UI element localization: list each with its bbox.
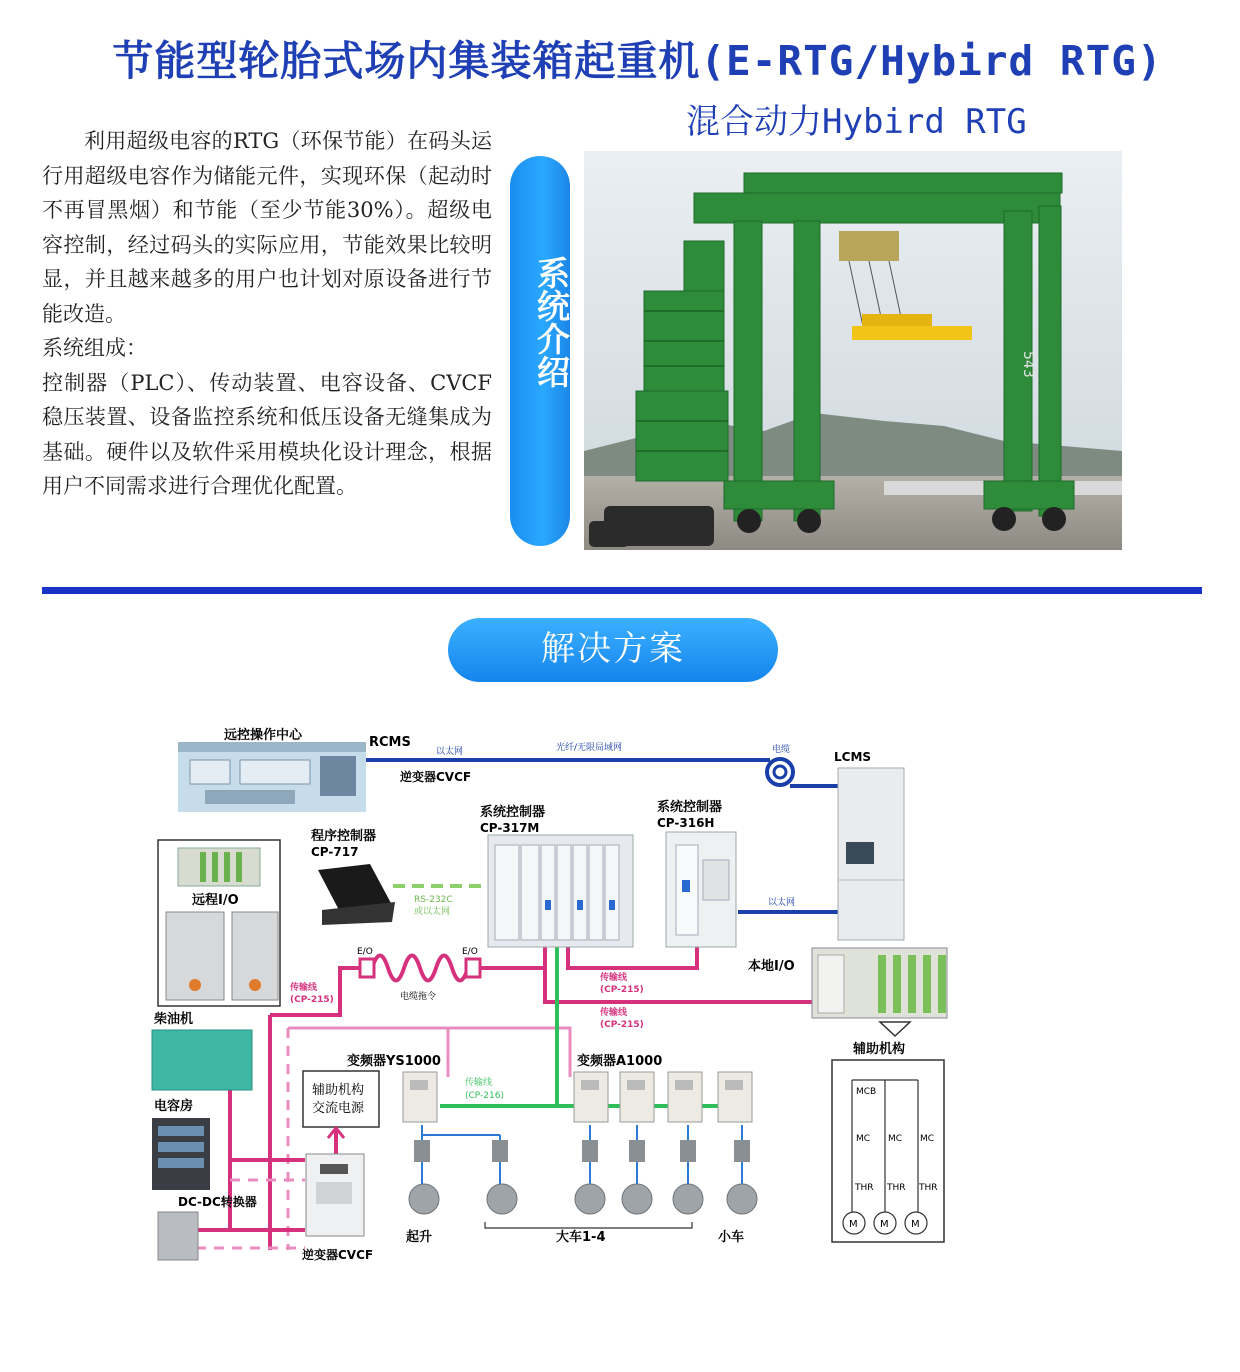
down-arrow-icon [880,1022,910,1036]
system-intro-pill [510,156,570,546]
label-rs232-1: RS-232C [414,895,453,905]
capacitor-room-picture [152,1118,210,1190]
label-capacitor-room: 电容房 [154,1099,194,1114]
up-arrow-icon [328,1128,344,1148]
label-remote-io: 远程I/O [192,893,239,908]
label-inverter-bottom: 逆变器CVCF [302,1248,374,1262]
label-gantry: 大车1-4 [556,1230,606,1245]
label-thr-1: THR [855,1183,874,1193]
label-cable-reel: 电缆拖令 [400,992,437,1002]
solution-pill: 解决方案 [448,618,778,682]
label-ctrl-317-model: CP-317M [480,821,540,835]
label-aux-power-1: 辅助机构 [312,1083,365,1098]
intro-heading: 系统组成： [42,336,147,360]
dcdc-picture [158,1212,198,1260]
vfd-a1000-picture [574,1072,752,1122]
intro-paragraph-1: 利用超级电容的RTG（环保节能）在码头运行用超级电容作为储能元件，实现环保（起动时不再冒黑烟）和节能（至少节能30%）。超级电容控制，经过码头的实际应用，节能效果比较明显，并且越来越多的用户也计划对原设备进行节能改造。 [42,129,492,326]
label-inverter-top: 逆变器CVCF [400,770,472,784]
cable-reel-icon [372,956,468,981]
label-motor-1: M [849,1219,858,1230]
label-diesel: 柴油机 [154,1012,194,1027]
label-trans-mid2-1: 传输线 [600,1008,628,1018]
label-trans-left-1: 传输线 [290,983,318,993]
label-plc-model: CP-717 [311,845,359,859]
controller-317m-picture [488,835,633,947]
label-trolley: 小车 [718,1230,745,1245]
eo-left-box [360,959,374,977]
gantry-bracket [485,1222,692,1228]
label-mcb: MCB [856,1087,877,1097]
wire-316-link [568,945,697,968]
local-io-picture [812,948,947,1018]
system-diagram [0,700,1240,1280]
label-trans-green-1: 传输线 [465,1078,493,1088]
photo-subtitle: 混合动力Hybird RTG [686,102,1027,142]
label-ctrl-317-name: 系统控制器 [480,805,546,820]
system-intro-label: 系统介绍 [532,256,571,388]
page-title: 节能型轮胎式场内集装箱起重机(E-RTG/Hybird RTG) [112,37,1163,85]
crane-photo [584,151,1122,550]
label-rcms: RCMS [369,735,411,750]
label-cable-top: 电缆 [772,745,791,755]
lcms-cabinet-picture [838,768,904,940]
label-mc-1: MC [856,1134,871,1144]
label-rs232-2: 或以太网 [414,907,451,917]
crane-number: 543 [1020,351,1036,378]
wire-pink-ys [288,1028,448,1077]
label-ctrl-316-model: CP-316H [657,816,715,830]
remote-center-picture [178,742,366,812]
label-vfd-ys1000: 变频器YS1000 [347,1054,441,1069]
label-vfd-a1000: 变频器A1000 [577,1054,663,1069]
label-ctrl-316-name: 系统控制器 [657,800,723,815]
label-mc-2: MC [888,1134,903,1144]
label-aux-mechanism: 辅助机构 [853,1042,906,1057]
label-trans-mid1-2: (CP-215) [600,985,644,995]
remote-io-picture [166,848,278,1000]
label-trans-mid2-2: (CP-215) [600,1020,644,1030]
label-motor-3: M [911,1219,920,1230]
diesel-picture [152,1030,252,1090]
label-lcms: LCMS [834,750,872,764]
label-mc-3: MC [920,1134,935,1144]
label-trans-mid1-1: 传输线 [600,973,628,983]
label-plc-name: 程序控制器 [311,829,377,844]
label-aux-power-2: 交流电源 [312,1101,365,1116]
inverter-cvcf-picture [306,1154,364,1236]
label-eo-left: E/O [357,947,373,957]
label-thr-2: THR [887,1183,906,1193]
label-ethernet-right: 以太网 [768,898,796,908]
aux-power-box [303,1071,379,1127]
label-eo-right: E/O [462,947,478,957]
breakers-row [414,1140,750,1162]
label-thr-3: THR [919,1183,938,1193]
vfd-ys1000-picture [403,1072,437,1122]
intro-paragraph-2: 控制器（PLC）、传动装置、电容设备、CVCF 稳压装置、设备监控系统和低压设备无缝集成为基础。硬件以及软件采用模块化设计理念，根据用户不同需求进行合理优化配置。 [42,370,492,498]
laptop-icon [318,864,395,925]
label-fiber: 光纤/无限局域网 [556,743,623,753]
label-motor-2: M [880,1219,889,1230]
cable-coil-icon [767,759,793,785]
label-ethernet-top: 以太网 [436,747,464,757]
eo-right-box [466,959,480,977]
label-dcdc: DC-DC转换器 [178,1195,257,1209]
section-divider [42,587,1202,594]
intro-text [42,124,492,504]
label-remote-center: 远控操作中心 [224,728,303,743]
label-trans-green-2: (CP-216) [465,1091,504,1101]
motors-row [409,1184,757,1214]
label-local-io: 本地I/O [748,959,795,974]
controller-316h-picture [666,832,736,947]
label-hoist: 起升 [406,1230,433,1245]
wire-pink-a1000 [448,1028,570,1077]
label-trans-left-2: (CP-215) [290,995,334,1005]
